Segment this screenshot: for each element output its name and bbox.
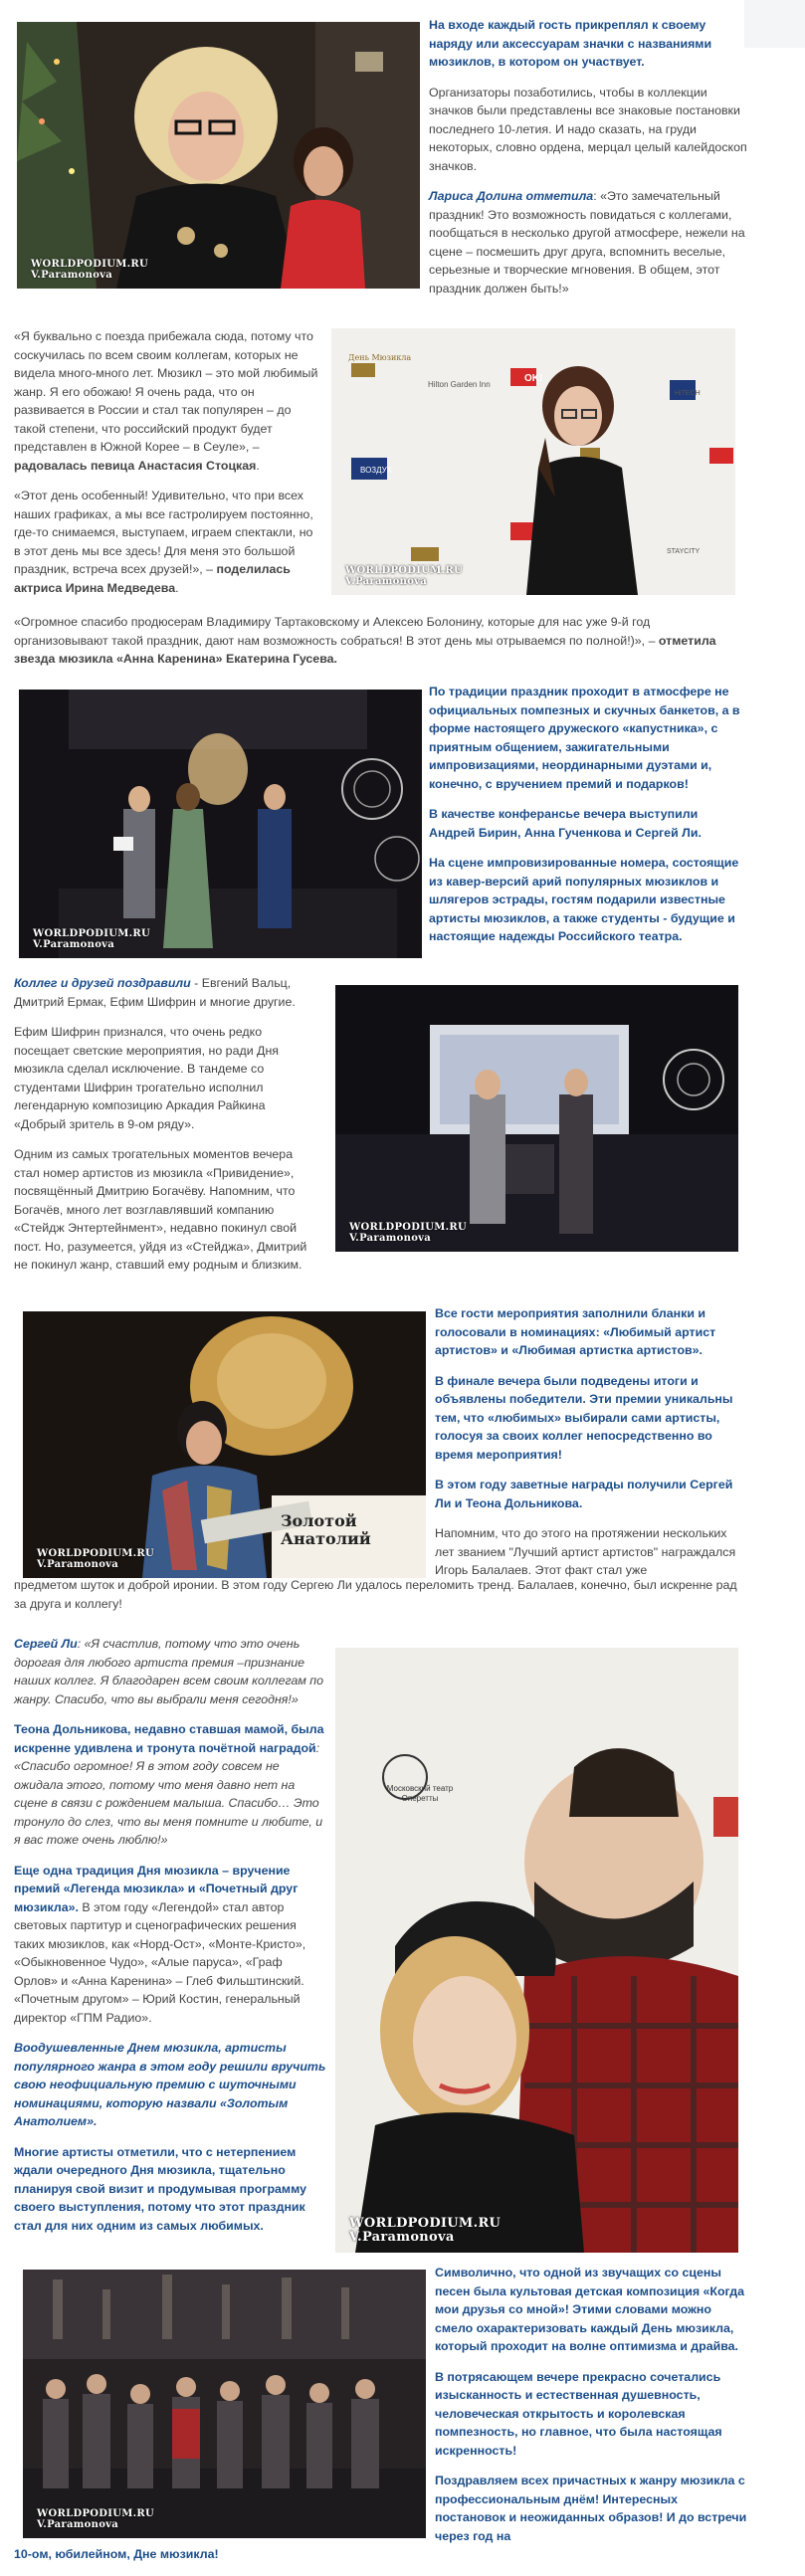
watermark: WORLDPODIUM.RU V.Paramonova (37, 2508, 155, 2530)
paragraph: По традиции праздник проходит в атмосфере не официальных помпезных и скучных банкетов, а в форме настоящего дружеского «капустника», с приятным общением, зажигательными импровизациями, неординарными дуэтами и, конечно, с вручением премий и подарков! (429, 685, 740, 791)
photo-winners-portrait (335, 1648, 738, 2253)
paragraph: Поздравляем всех причастных к жанру мюзикла с профессиональным днём! Интересных постановок и неожиданных образов! И до встречи через год на (435, 2474, 747, 2543)
paragraph: Теона Дольникова, недавно ставшая мамой, была искренне удивлена и тронута почётной наградой: «Спасибо огромное! Я в этом году совсем не ожидала этого, потому что меня давно нет на сцене в связи с рождением малыша. Спасибо… Это тронуло до слез, что вы меня помните и любите, и я вас тоже очень люблю!» (14, 1722, 324, 1847)
banner-brand: День Мюзикла (348, 353, 412, 362)
section-2-text (14, 327, 322, 609)
paragraph: На входе каждый гость прикреплял к своему наряду или аксессуарам значки с названиями мюзиклов, в котором он участвует. (429, 18, 712, 69)
paragraph: В финале вечера были подведены итоги и объявлены победители. Эти премии уникальны тем, что «любимых» выбирали сами артисты, голосуя за своих коллег непосредственно во время мероприятия! (435, 1373, 733, 1462)
watermark: WORLDPODIUM.RU V.Paramonova (37, 1548, 155, 1570)
closing-line (14, 2545, 745, 2576)
paragraph: В качестве конферансье вечера выступили Андрей Бирин, Анна Гученкова и Сергей Ли. (429, 807, 702, 840)
section-3-text (429, 683, 747, 958)
paragraph: Организаторы позаботились, чтобы в коллекции значков были представлены все знаковые постановки последнего 10-летия. И надо сказать, на груди некоторых, словно ордена, мерцал целый калейдоскоп значков. (429, 85, 747, 173)
watermark: WORLDPODIUM.RU V.Paramonova (345, 565, 464, 587)
section-1-text (429, 16, 747, 309)
paragraph: Лариса Долина отметила: «Это замечательный праздник! Это возможность повидаться с коллегами, пообщаться в несколько другой атмосфере, нежели на сцене – посмешить друг друга, вспомнить веселые, серьезные и творческие мгновения. В общем, этот праздник должен быть!» (429, 189, 745, 296)
photo-party-crowd (23, 2270, 426, 2538)
paragraph: Все гости мероприятия заполнили бланки и голосовали в номинациях: «Любимый артист артистов» и «Любимая артистка артистов». (435, 1306, 716, 1357)
section-5-text-wide (14, 1576, 745, 1625)
paragraph: Ефим Шифрин признался, что очень редко посещает светские мероприятия, но ради Дня мюзикла сделал исключение. В тандеме со студентами Шифрин трогательно исполнил легендарную композицию Аркадия Райкина «Добрый зритель в 9-ом ряду». (14, 1025, 280, 1131)
paragraph: 10-ом, юбилейном, Дне мюзикла! (14, 2547, 219, 2561)
paragraph: Символично, что одной из звучащих со сцены песен была культовая детская композиция «Когда мои друзья со мной»! Этими словами можно смело охарактеризовать каждый День мюзикла, который проходит на волне оптимизма и драйва. (435, 2266, 744, 2353)
paragraph: Одним из самых трогательных моментов вечера стал номер артистов из мюзикла «Привидение», посвящённый Дмитрию Богачёву. Напомним, что Богачёв, много лет возглавлявший компанию «Стейдж Энтертейнмент», недавно покинул свой пост. Но, разумеется, уйдя из «Стейджа», Дмитрий не покинул жанр, ставший ему родным и близким. (14, 1147, 307, 1272)
photo-larisa-dolina (17, 22, 420, 289)
paragraph: Еще одна традиция Дня мюзикла – вручение премий «Легенда мюзикла» и «Почетный друг мюзикла». В этом году «Легендой» стал автор световых партитур и сценографических решения таких мюзиклов, как «Норд-Ост», «Монте-Кристо», «Обыкновенное Чудо», «Алые паруса», «Граф Орлов» и «Анна Каренина» – Глеб Фильштинский. «Почетным другом» – Юрий Костин, генеральный директор «ГПМ Радио». (14, 1863, 306, 2025)
paragraph: На сцене импровизированные номера, состоящие из кавер-версий арий популярных мюзиклов и шлягеров эстрады, гостям подарили известные артисты мюзиклов, а также студенты - будущие и настоящие надежды Российского театра. (429, 856, 739, 943)
theatre-logo-text: Московский театр Оперетты (386, 1784, 454, 1803)
paragraph: В потрясающем вечере прекрасно сочетались изысканность и естественная душевность, человеческая открытость и королевская помпезность, но главное, что была настоящая искренность! (435, 2369, 722, 2458)
paragraph: Коллег и друзей поздравили - Евгений Вальц, Дмитрий Ермак, Ефим Шифрин и многие другие. (14, 976, 296, 1009)
banner-logo: Hilton Garden Inn (428, 380, 491, 389)
watermark: WORLDPODIUM.RU V.Paramonova (33, 928, 151, 950)
paragraph: Сергей Ли: «Я счастлив, потому что это очень дорогая для любого артиста премия –признание наших коллег. Я благодарен всем своим коллегам по жанру. Спасибо, что вы выбрали меня сегодня!» (14, 1637, 323, 1706)
section-4-text (14, 974, 317, 1287)
paragraph: Напомним, что до этого на протяжении нескольких лет званием "Лучший артист артистов" награждался Игорь Балалаев. Этот факт стал уже (435, 1526, 736, 1577)
paragraph: Воодушевленные Днем мюзикла, артисты популярного жанра в этом году решили вручить свою неофициальную премию с шуточными номинациями, которую назвали «Золотым Анатолием». (14, 2041, 326, 2128)
paragraph: «Огромное спасибо продюсерам Владимиру Тартаковскому и Алексею Болонину, которые для нас уже 9-й год организовывают такой праздник, дают нам возможность собраться! В этот день мы отрываемся по полной!)», – отметила звезда мюзикла «Анна Каренина» Екатерина Гусева. (14, 615, 716, 666)
paragraph: «Этот день особенный! Удивительно, что при всех наших графиках, а мы все гастролируем постоянно, где-то снимаемся, выступаем, играем спектакли, но в этот день мы все здесь! Для меня это большой праздник, встреча всех друзей!», – поделилась актриса Ирина Медведева. (14, 489, 313, 595)
award-banner-text: Золотой Анатолий (281, 1511, 371, 1548)
paragraph: Многие артисты отметили, что с нетерпением ждали очередного Дня мюзикла, тщательно планируя свой визит и продумывая программу своего выступления, потому что этот праздник стал для них одним из самых любимых. (14, 2144, 306, 2233)
section-5-text (435, 1304, 749, 1580)
paragraph: В этом году заветные награды получили Сергей Ли и Теона Дольникова. (435, 1478, 733, 1510)
section-7-text (435, 2264, 749, 2545)
paragraph: предметом шуток и доброй иронии. В этом году Сергею Ли удалось переломить тренд. Балалаев, конечно, был искренне рад за друга и коллегу! (14, 1578, 737, 1611)
photo-efim-shifrin (335, 985, 738, 1252)
corner-widget (744, 0, 805, 48)
banner-logo: STAYCITY (667, 548, 701, 555)
paragraph: «Я буквально с поезда прибежала сюда, потому что соскучилась по всем своим коллегам, которых не видела много-много лет. Мюзикл – это мой любимый жанр. Я его обожаю! Я очень рада, что он развивается в России и стал так популярен – до такой степени, что российский продукт будет представлен в Южной Корее – в Сеуле», – радовалась певица Анастасия Стоцкая. (14, 329, 318, 473)
watermark: WORLDPODIUM.RU V.Paramonova (349, 2216, 502, 2245)
section-2b-text (14, 613, 740, 681)
banner-logo: HiTECH (675, 390, 701, 397)
banner-logo: OK! (524, 373, 543, 384)
watermark: WORLDPODIUM.RU V.Paramonova (31, 259, 149, 281)
banner-logo: ВОЗДУХ (360, 466, 393, 475)
photo-hosts-on-stage (19, 690, 422, 958)
section-6-text (14, 1635, 327, 2247)
watermark: WORLDPODIUM.RU V.Paramonova (349, 1222, 468, 1244)
